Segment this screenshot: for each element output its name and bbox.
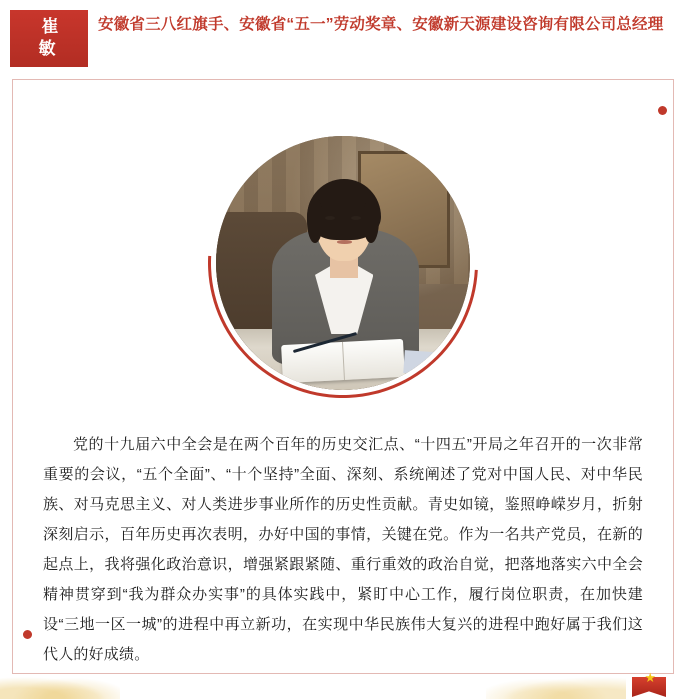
photo-person-hair-right: [363, 197, 378, 243]
photo-papers: [403, 350, 460, 377]
footer-ribbon-ornament: [628, 663, 674, 697]
star-icon: ★: [644, 670, 656, 685]
profile-card: [12, 79, 674, 674]
profile-header: [0, 0, 686, 73]
photo-notebook: [281, 339, 405, 383]
portrait-photo-illustration: [216, 136, 470, 390]
portrait-photo: [216, 136, 470, 390]
decorative-flourish-right: [486, 673, 626, 699]
decorative-flourish-left: [0, 673, 120, 699]
person-titles: 安徽省三八红旗手、安徽省“五一”劳动奖章、安徽新天源建设咨询有限公司总经理: [98, 16, 664, 33]
person-name-badge: 崔 敏: [10, 10, 88, 67]
decorative-dot-bottom-left: [23, 630, 32, 639]
article-paragraph: 党的十九届六中全会是在两个百年的历史交汇点、“十四五”开局之年召开的一次非常重要的会议，“五个全面”、“十个坚持”全面、深刻、系统阐述了党对中国人民、对中华民族、对马克思主义、对人类进步事业所作的历史性贡献。青史如镜，鉴照峥嵘岁月，折射深刻启示，百年历史再次表明，办好中国的事情，关键在党。作为一名共产党员，在新的起点上，我将强化政治意识，增强紧跟紧随、重行重效的政治自觉，把落地落实六中全会精神贯穿到“我为群众办实事”的具体实践中，紧盯中心工作，履行岗位职责，在加快建设“三地一区一城”的进程中再立新功，在实现中华民族伟大复兴的进程中跑好属于我们这代人的好成绩。: [43, 436, 643, 664]
photo-person-hair-left: [307, 197, 322, 243]
decorative-dot-top-right: [658, 106, 667, 115]
portrait: [208, 128, 478, 398]
photo-person-mouth: [337, 240, 352, 244]
